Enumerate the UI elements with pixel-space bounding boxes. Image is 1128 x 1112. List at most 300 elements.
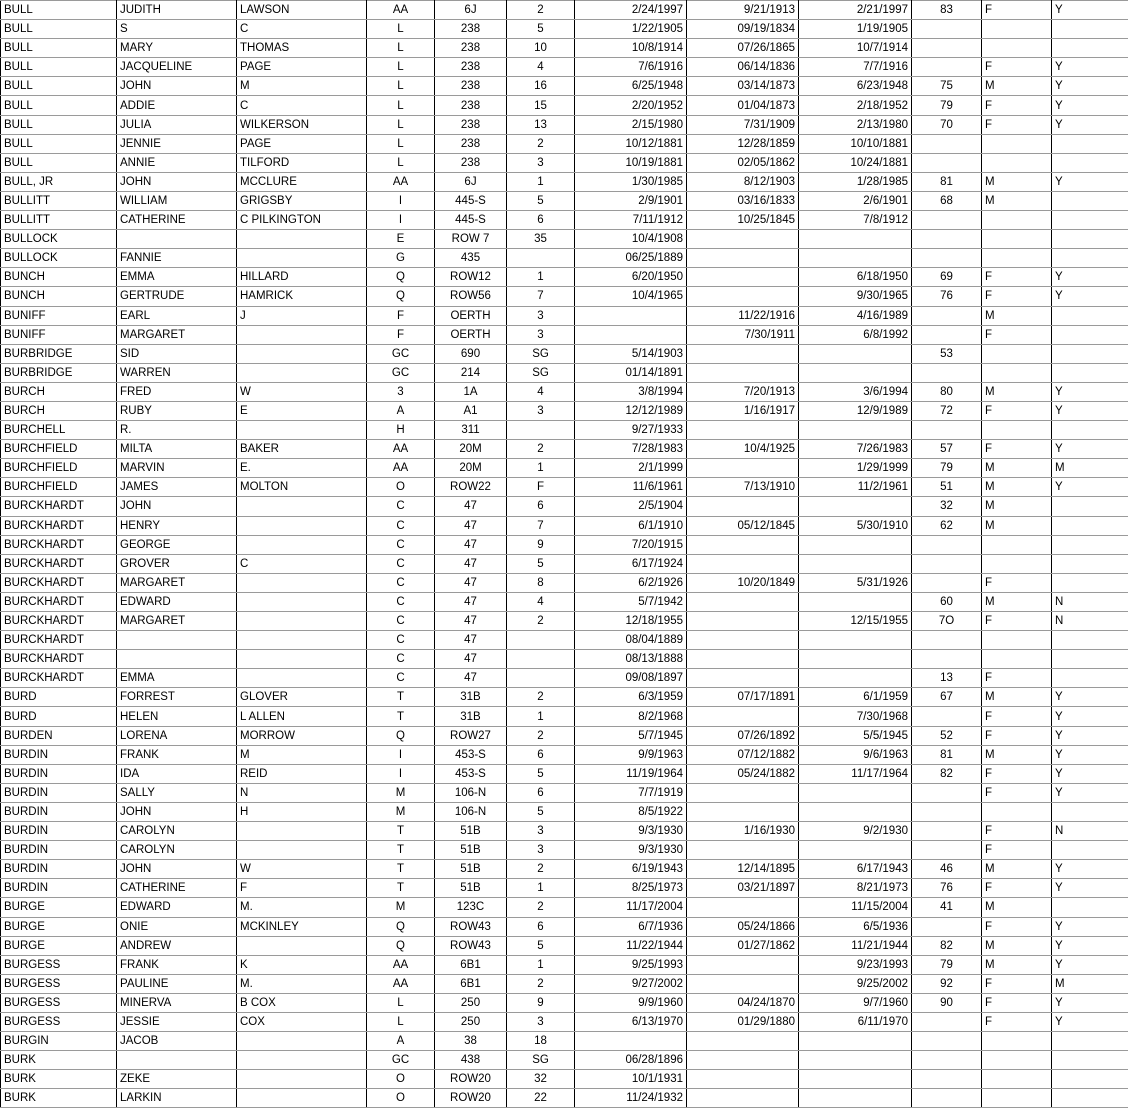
birth-date-cell: 03/16/1833 [687,191,799,210]
grave-cell [507,669,575,688]
table-row [1,306,1128,325]
table-row [1,58,1128,77]
flag-cell [1052,191,1128,210]
birth-date-cell: 05/24/1882 [687,764,799,783]
burial-date-cell: 3/8/1994 [575,382,687,401]
middle-name-cell: C [237,554,367,573]
lot-cell: ROW 7 [435,230,507,249]
middle-name-cell: E [237,401,367,420]
birth-date-cell: 03/14/1873 [687,77,799,96]
sex-cell: M [982,478,1052,497]
section-cell: F [367,325,435,344]
surname-cell: BURDIN [1,822,117,841]
birth-date-cell [687,554,799,573]
burial-date-cell: 6/17/1924 [575,554,687,573]
section-cell: C [367,573,435,592]
grave-cell: 5 [507,936,575,955]
table-row [1,96,1128,115]
grave-cell [507,421,575,440]
sex-cell: F [982,764,1052,783]
burial-date-cell: 6/20/1950 [575,268,687,287]
sex-cell: F [982,783,1052,802]
sex-cell: F [982,612,1052,631]
middle-name-cell [237,612,367,631]
birth-date-cell: 10/4/1925 [687,440,799,459]
lot-cell: 51B [435,860,507,879]
lot-cell: 238 [435,58,507,77]
age-cell: 82 [912,764,982,783]
middle-name-cell: N [237,783,367,802]
first-name-cell: JOHN [117,860,237,879]
age-cell: 51 [912,478,982,497]
burial-date-cell: 12/12/1989 [575,401,687,420]
grave-cell: 2 [507,440,575,459]
table-row [1,478,1128,497]
lot-cell: 238 [435,77,507,96]
middle-name-cell [237,497,367,516]
birth-date-cell [687,707,799,726]
age-cell: 69 [912,268,982,287]
section-cell: F [367,306,435,325]
first-name-cell: MINERVA [117,993,237,1012]
first-name-cell: GEORGE [117,535,237,554]
surname-cell: BURGESS [1,1012,117,1031]
burial-date-cell: 12/18/1955 [575,612,687,631]
birth-date-cell [687,535,799,554]
surname-cell: BURDIN [1,764,117,783]
table-row [1,612,1128,631]
first-name-cell: JACOB [117,1032,237,1051]
lot-cell: 250 [435,1012,507,1031]
sex-cell: F [982,917,1052,936]
lot-cell: 47 [435,573,507,592]
surname-cell: BURCKHARDT [1,631,117,650]
flag-cell: Y [1052,993,1128,1012]
section-cell: A [367,1032,435,1051]
section-cell: L [367,1012,435,1031]
burial-date-cell: 2/24/1997 [575,1,687,20]
section-cell: G [367,249,435,268]
sex-cell: F [982,1,1052,20]
lot-cell: 445-S [435,191,507,210]
table-row [1,153,1128,172]
sex-cell [982,421,1052,440]
grave-cell: 3 [507,1012,575,1031]
lot-cell: 47 [435,650,507,669]
grave-cell: 32 [507,1070,575,1089]
table-row [1,1,1128,20]
table-row [1,802,1128,821]
birth-date-cell: 04/24/1870 [687,993,799,1012]
burial-date-cell: 10/8/1914 [575,39,687,58]
age-cell [912,1012,982,1031]
age-cell: 83 [912,1,982,20]
section-cell: L [367,115,435,134]
table-row [1,1051,1128,1070]
first-name-cell [117,650,237,669]
death-date-cell: 7/7/1916 [799,58,912,77]
flag-cell: Y [1052,726,1128,745]
lot-cell: 47 [435,592,507,611]
birth-date-cell: 01/04/1873 [687,96,799,115]
birth-date-cell: 9/21/1913 [687,1,799,20]
sex-cell [982,554,1052,573]
sex-cell: F [982,268,1052,287]
grave-cell: SG [507,363,575,382]
sex-cell: M [982,745,1052,764]
surname-cell: BURDIN [1,841,117,860]
sex-cell: F [982,115,1052,134]
grave-cell: 22 [507,1089,575,1108]
lot-cell: 311 [435,421,507,440]
birth-date-cell: 10/25/1845 [687,211,799,230]
burial-date-cell: 8/25/1973 [575,879,687,898]
burial-date-cell: 11/6/1961 [575,478,687,497]
section-cell: T [367,879,435,898]
birth-date-cell [687,287,799,306]
age-cell: 79 [912,96,982,115]
middle-name-cell: GLOVER [237,688,367,707]
first-name-cell: JOHN [117,77,237,96]
table-row [1,440,1128,459]
lot-cell: ROW20 [435,1089,507,1108]
grave-cell: 35 [507,230,575,249]
flag-cell [1052,516,1128,535]
lot-cell: 47 [435,612,507,631]
flag-cell [1052,1070,1128,1089]
surname-cell: BURCKHARDT [1,497,117,516]
sex-cell: F [982,440,1052,459]
age-cell [912,20,982,39]
flag-cell [1052,230,1128,249]
lot-cell: 51B [435,822,507,841]
birth-date-cell: 07/17/1891 [687,688,799,707]
surname-cell: BURGESS [1,993,117,1012]
death-date-cell: 9/25/2002 [799,974,912,993]
death-date-cell: 10/7/1914 [799,39,912,58]
section-cell: GC [367,363,435,382]
lot-cell: 20M [435,440,507,459]
age-cell [912,249,982,268]
age-cell: 41 [912,898,982,917]
section-cell: I [367,764,435,783]
grave-cell: 1 [507,879,575,898]
middle-name-cell: MCCLURE [237,172,367,191]
death-date-cell: 6/8/1992 [799,325,912,344]
section-cell: M [367,898,435,917]
birth-date-cell: 12/28/1859 [687,134,799,153]
lot-cell: 51B [435,841,507,860]
sex-cell: M [982,898,1052,917]
death-date-cell: 6/11/1970 [799,1012,912,1031]
section-cell: C [367,516,435,535]
surname-cell: BULLOCK [1,249,117,268]
lot-cell: 47 [435,535,507,554]
burial-date-cell: 6/7/1936 [575,917,687,936]
burial-date-cell: 10/19/1881 [575,153,687,172]
table-row [1,783,1128,802]
lot-cell: 47 [435,497,507,516]
sex-cell: F [982,1012,1052,1031]
burial-date-cell: 2/1/1999 [575,459,687,478]
flag-cell: Y [1052,707,1128,726]
death-date-cell: 12/9/1989 [799,401,912,420]
first-name-cell: FANNIE [117,249,237,268]
table-row [1,993,1128,1012]
burial-date-cell: 10/4/1908 [575,230,687,249]
death-date-cell: 7/26/1983 [799,440,912,459]
age-cell [912,841,982,860]
first-name-cell: JUDITH [117,1,237,20]
grave-cell: 5 [507,20,575,39]
middle-name-cell: M. [237,974,367,993]
middle-name-cell [237,1089,367,1108]
death-date-cell: 6/17/1943 [799,860,912,879]
sex-cell [982,153,1052,172]
middle-name-cell: REID [237,764,367,783]
flag-cell [1052,421,1128,440]
sex-cell: F [982,573,1052,592]
middle-name-cell: M [237,77,367,96]
death-date-cell [799,783,912,802]
death-date-cell: 12/15/1955 [799,612,912,631]
surname-cell: BULL [1,134,117,153]
lot-cell: ROW43 [435,936,507,955]
death-date-cell: 9/30/1965 [799,287,912,306]
surname-cell: BULL [1,58,117,77]
table-row [1,592,1128,611]
birth-date-cell [687,1070,799,1089]
age-cell: 81 [912,172,982,191]
surname-cell: BURD [1,707,117,726]
death-date-cell: 11/2/1961 [799,478,912,497]
first-name-cell: S [117,20,237,39]
burial-date-cell: 08/04/1889 [575,631,687,650]
section-cell: Q [367,287,435,306]
surname-cell: BURCKHARDT [1,573,117,592]
surname-cell: BURK [1,1089,117,1108]
first-name-cell: ZEKE [117,1070,237,1089]
death-date-cell: 3/6/1994 [799,382,912,401]
first-name-cell [117,230,237,249]
death-date-cell: 5/31/1926 [799,573,912,592]
first-name-cell: MARGARET [117,573,237,592]
middle-name-cell: TILFORD [237,153,367,172]
burial-date-cell [575,1032,687,1051]
table-row [1,77,1128,96]
first-name-cell: EARL [117,306,237,325]
middle-name-cell [237,592,367,611]
burial-date-cell: 11/22/1944 [575,936,687,955]
grave-cell: 1 [507,172,575,191]
flag-cell: N [1052,592,1128,611]
grave-cell: 2 [507,974,575,993]
flag-cell [1052,650,1128,669]
first-name-cell: JOHN [117,497,237,516]
flag-cell: Y [1052,401,1128,420]
age-cell [912,230,982,249]
flag-cell: M [1052,974,1128,993]
section-cell: AA [367,459,435,478]
surname-cell: BULL [1,1,117,20]
death-date-cell: 6/1/1959 [799,688,912,707]
grave-cell: 4 [507,58,575,77]
middle-name-cell [237,325,367,344]
death-date-cell: 2/18/1952 [799,96,912,115]
flag-cell: Y [1052,172,1128,191]
grave-cell: 3 [507,306,575,325]
surname-cell: BURBRIDGE [1,363,117,382]
birth-date-cell [687,230,799,249]
first-name-cell: ANNIE [117,153,237,172]
flag-cell [1052,153,1128,172]
burial-date-cell: 7/20/1915 [575,535,687,554]
birth-date-cell [687,631,799,650]
middle-name-cell: M. [237,898,367,917]
table-row [1,1089,1128,1108]
table-row [1,287,1128,306]
flag-cell: M [1052,459,1128,478]
table-row [1,497,1128,516]
birth-date-cell [687,802,799,821]
burial-date-cell: 9/3/1930 [575,841,687,860]
section-cell: T [367,688,435,707]
table-row [1,1032,1128,1051]
birth-date-cell [687,955,799,974]
death-date-cell [799,631,912,650]
flag-cell [1052,841,1128,860]
birth-date-cell: 7/31/1909 [687,115,799,134]
surname-cell: BURDIN [1,879,117,898]
death-date-cell: 7/30/1968 [799,707,912,726]
death-date-cell: 10/10/1881 [799,134,912,153]
lot-cell: 47 [435,554,507,573]
surname-cell: BURCKHARDT [1,554,117,573]
birth-date-cell [687,363,799,382]
age-cell: 57 [912,440,982,459]
table-row [1,1012,1128,1031]
section-cell: O [367,1070,435,1089]
flag-cell: Y [1052,745,1128,764]
grave-cell: 7 [507,516,575,535]
age-cell: 13 [912,669,982,688]
middle-name-cell: HAMRICK [237,287,367,306]
surname-cell: BURBRIDGE [1,344,117,363]
sex-cell: F [982,822,1052,841]
burial-date-cell: 10/12/1881 [575,134,687,153]
lot-cell: 31B [435,688,507,707]
grave-cell: 1 [507,707,575,726]
first-name-cell: GROVER [117,554,237,573]
burial-date-cell: 7/6/1916 [575,58,687,77]
age-cell [912,1089,982,1108]
death-date-cell: 9/7/1960 [799,993,912,1012]
first-name-cell: FRANK [117,955,237,974]
first-name-cell: MARVIN [117,459,237,478]
grave-cell: 4 [507,382,575,401]
table-row [1,115,1128,134]
first-name-cell: ADDIE [117,96,237,115]
first-name-cell: EMMA [117,268,237,287]
first-name-cell: MARGARET [117,325,237,344]
sex-cell: M [982,172,1052,191]
middle-name-cell: C [237,96,367,115]
section-cell: Q [367,268,435,287]
first-name-cell: WILLIAM [117,191,237,210]
flag-cell [1052,1051,1128,1070]
age-cell: 72 [912,401,982,420]
first-name-cell: GERTRUDE [117,287,237,306]
table-row [1,249,1128,268]
sex-cell [982,344,1052,363]
flag-cell: Y [1052,764,1128,783]
first-name-cell: JOHN [117,802,237,821]
middle-name-cell: BAKER [237,440,367,459]
flag-cell [1052,134,1128,153]
middle-name-cell [237,631,367,650]
grave-cell: 5 [507,554,575,573]
death-date-cell: 1/28/1985 [799,172,912,191]
first-name-cell: IDA [117,764,237,783]
grave-cell [507,249,575,268]
sex-cell [982,802,1052,821]
burial-date-cell: 10/1/1931 [575,1070,687,1089]
lot-cell: 435 [435,249,507,268]
table-row [1,211,1128,230]
grave-cell: 2 [507,1,575,20]
birth-date-cell: 01/27/1862 [687,936,799,955]
lot-cell: 20M [435,459,507,478]
flag-cell [1052,898,1128,917]
age-cell: 68 [912,191,982,210]
flag-cell: Y [1052,955,1128,974]
death-date-cell: 2/13/1980 [799,115,912,134]
grave-cell: F [507,478,575,497]
surname-cell: BURDIN [1,860,117,879]
death-date-cell [799,802,912,821]
death-date-cell [799,421,912,440]
birth-date-cell: 8/12/1903 [687,172,799,191]
table-row [1,860,1128,879]
sex-cell: M [982,306,1052,325]
first-name-cell: EDWARD [117,592,237,611]
flag-cell: Y [1052,77,1128,96]
first-name-cell: MARY [117,39,237,58]
birth-date-cell [687,459,799,478]
burial-date-cell: 8/5/1922 [575,802,687,821]
burial-date-cell: 5/7/1945 [575,726,687,745]
middle-name-cell: GRIGSBY [237,191,367,210]
death-date-cell: 7/8/1912 [799,211,912,230]
grave-cell: 2 [507,688,575,707]
middle-name-cell: K [237,955,367,974]
grave-cell: 16 [507,77,575,96]
middle-name-cell: C [237,20,367,39]
surname-cell: BUNCH [1,268,117,287]
burial-date-cell: 06/25/1889 [575,249,687,268]
age-cell: 79 [912,459,982,478]
first-name-cell: CAROLYN [117,841,237,860]
death-date-cell: 9/23/1993 [799,955,912,974]
table-row [1,822,1128,841]
birth-date-cell [687,1051,799,1070]
grave-cell: 3 [507,401,575,420]
middle-name-cell: L ALLEN [237,707,367,726]
section-cell: AA [367,440,435,459]
section-cell: GC [367,344,435,363]
death-date-cell [799,344,912,363]
surname-cell: BULL [1,39,117,58]
